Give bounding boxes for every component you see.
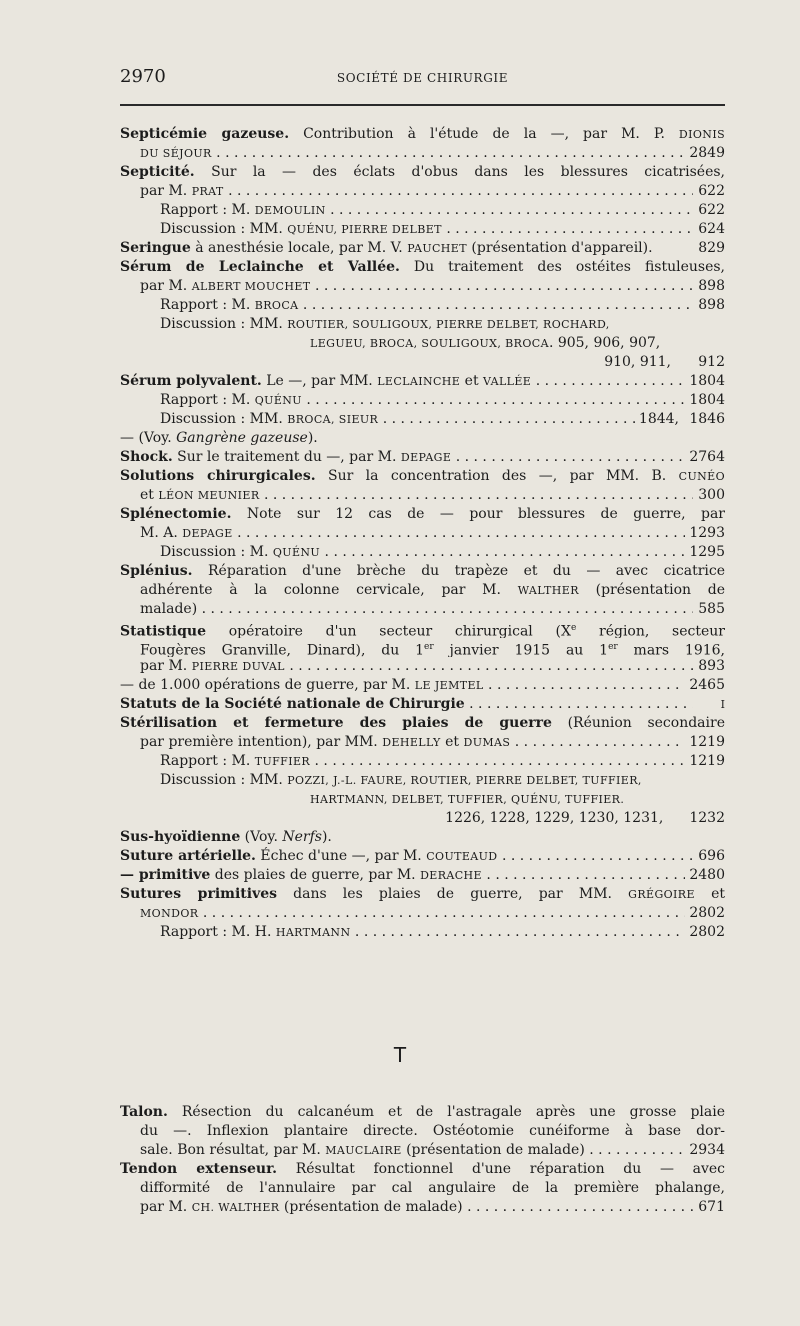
index-line: Rapport : M. QUÉNU . . . 1804 (120, 391, 725, 410)
index-column-t (120, 1103, 725, 1217)
index-line: — de 1.000 opérations de guerre, par M. LE JEMTEL . . . 2465 (120, 676, 725, 695)
page-ref: 1846 (689, 411, 725, 427)
page-ref: 1293 (689, 525, 725, 541)
page-ref: 2802 (689, 924, 725, 940)
index-line: Discussion : MM. QUÉNU, PIERRE DELBET . . . 624 (120, 220, 725, 239)
page-ref: 1844, (638, 411, 679, 427)
index-line: Statistique opératoire d'un secteur chirurgical (Xe région, secteur (120, 623, 725, 638)
index-line: par M. PIERRE DUVAL . . . 893 (120, 657, 725, 676)
page-ref: 622 (698, 202, 725, 218)
index-line: Rapport : M. TUFFIER . . . 1219 (120, 752, 725, 771)
index-line: Sutures primitives dans les plaies de guerre, par MM. GRÉGOIRE et (120, 886, 725, 902)
index-line: Talon. Résection du calcanéum et de l'astragale après une grosse plaie (120, 1104, 725, 1120)
page-ref: 1804 (689, 392, 725, 408)
page-ref: 1232 (689, 810, 725, 826)
index-line: Splénectomie. Note sur 12 cas de — pour blessures de guerre, par (120, 506, 725, 522)
index-line: Solutions chirurgicales. Sur la concentration des —, par MM. B. CUNÉO (120, 468, 725, 484)
index-line: adhérente à la colonne cervicale, par M. WALTHER (présentation de (140, 582, 725, 598)
page-ref: 829 (698, 240, 725, 256)
index-line: par première intention), par MM. DEHELLY et DUMAS . . . 1219 (120, 733, 725, 752)
page-ref: 1219 (689, 753, 725, 769)
index-line: DU SÉJOUR . . . 2849 (120, 144, 725, 163)
index-line: malade) . . . 585 (120, 600, 725, 619)
index-column-s (120, 125, 725, 942)
page-ref: 2480 (689, 867, 725, 883)
page-ref: 671 (698, 1199, 725, 1215)
page-ref: 2802 (689, 905, 725, 921)
page-ref: 2465 (689, 677, 725, 693)
index-line: Shock. Sur le traitement du —, par M. DEPAGE . . . 2764 (120, 448, 725, 467)
index-line: Rapport : M. BROCA . . . 898 (120, 296, 725, 315)
page-ref: I (720, 698, 725, 711)
page-ref: 1295 (689, 544, 725, 560)
index-line: Stérilisation et fermeture des plaies de guerre (Réunion secondaire (120, 715, 725, 731)
index-line: Rapport : M. DEMOULIN . . . 622 (120, 201, 725, 220)
index-line: du —. Inflexion plantaire directe. Ostéotomie cunéiforme à base dor- (140, 1123, 725, 1139)
index-line: — primitive des plaies de guerre, par M. DERACHE . . . 2480 (120, 866, 725, 885)
page-ref: 2764 (689, 449, 725, 465)
page-ref: 622 (698, 183, 725, 199)
page-ref: 1219 (689, 734, 725, 750)
index-line: Sérum polyvalent. Le —, par MM. LECLAINCHE et VALLÉE . . . 1804 (120, 372, 725, 391)
index-line: Discussion : MM. ROUTIER, SOULIGOUX, PIERRE DELBET, ROCHARD, (160, 316, 610, 332)
page-ref: 300 (698, 487, 725, 503)
page-ref: 696 (698, 848, 725, 864)
index-line: LEGUEU, BROCA, SOULIGOUX, BROCA. 905, 906, 907, (310, 335, 661, 351)
index-line: 1226, 1228, 1229, 1230, 1231, 1232 (445, 810, 725, 826)
index-line: Rapport : M. H. HARTMANN . . . 2802 (120, 923, 725, 942)
index-line: Discussion : M. QUÉNU . . . 1295 (120, 543, 725, 562)
index-line: 910, 911, 912 (604, 354, 725, 370)
index-line: Tendon extenseur. Résultat fonctionnel d'une réparation du — avec (120, 1161, 725, 1177)
index-line: sale. Bon résultat, par M. MAUCLAIRE (présentation de malade) . . . 2934 (120, 1141, 725, 1160)
index-line: difformité de l'annulaire par cal angulaire de la première phalange, (140, 1180, 725, 1196)
index-line: par M. ALBERT MOUCHET . . . 898 (120, 277, 725, 296)
page-number: 2970 (120, 66, 166, 87)
index-line: MONDOR . . . 2802 (120, 904, 725, 923)
index-line: et LÉON MEUNIER . . . 300 (120, 486, 725, 505)
header-rule (120, 104, 725, 106)
page-ref: 893 (698, 658, 725, 674)
index-line: M. A. DEPAGE . . . 1293 (120, 524, 725, 543)
index-line: Seringue à anesthésie locale, par M. V. PAUCHET (présentation d'appareil). 829 (120, 240, 725, 256)
page-ref: 2934 (689, 1142, 725, 1158)
index-line: — (Voy. Gangrène gazeuse). (120, 430, 318, 446)
index-line: Septicité. Sur la — des éclats d'obus dans les blessures cicatrisées, (120, 164, 725, 180)
page-header (120, 66, 725, 96)
index-line: Statuts de la Société nationale de Chirurgie . . . I (120, 695, 725, 714)
page-ref: 585 (698, 601, 725, 617)
page-ref: 898 (698, 297, 725, 313)
page-ref: 912 (698, 354, 725, 370)
page-ref: 1804 (689, 373, 725, 389)
page-ref: 624 (698, 221, 725, 237)
section-letter: T (393, 1043, 407, 1067)
index-line: Suture artérielle. Échec d'une —, par M. COUTEAUD . . . 696 (120, 847, 725, 866)
page-ref: 898 (698, 278, 725, 294)
index-line: Septicémie gazeuse. Contribution à l'étude de la —, par M. P. DIONIS (120, 126, 725, 142)
index-line: Sérum de Leclainche et Vallée. Du traitement des ostéites fistuleuses, (120, 259, 725, 275)
index-line: Sus-hyoïdienne (Voy. Nerfs). (120, 829, 332, 845)
index-line: par M. PRAT . . . 622 (120, 182, 725, 201)
index-line: Splénius. Réparation d'une brèche du trapèze et du — avec cicatrice (120, 563, 725, 579)
index-line: HARTMANN, DELBET, TUFFIER, QUÉNU, TUFFIER. (310, 793, 625, 806)
index-line: Fougères Granville, Dinard), du 1er janvier 1915 au 1er mars 1916, (140, 642, 725, 657)
page-ref: 2849 (689, 145, 725, 161)
index-line: Discussion : MM. POZZI, J.-L. FAURE, ROUTIER, PIERRE DELBET, TUFFIER, (160, 772, 642, 788)
running-head: SOCIÉTÉ DE CHIRURGIE (336, 71, 509, 85)
index-line: Discussion : MM. BROCA, SIEUR . . . 1844, 1846 (120, 410, 725, 429)
index-line: par M. CH. WALTHER (présentation de malade) . . . 671 (120, 1198, 725, 1217)
